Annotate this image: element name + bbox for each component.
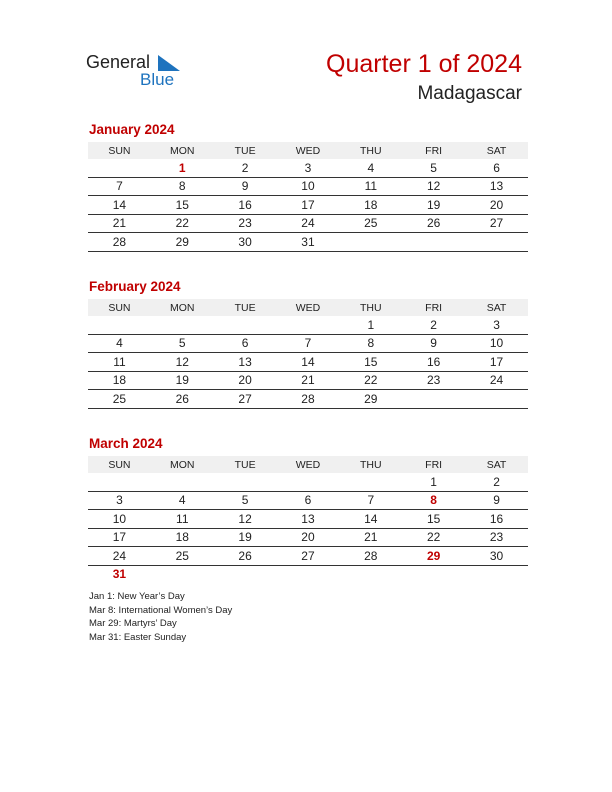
day-cell: 23 (465, 528, 528, 547)
holiday-note: Jan 1: New Year’s Day (89, 591, 185, 602)
week-row (88, 214, 528, 233)
weekday-header: TUE (214, 299, 277, 316)
day-cell: 14 (277, 353, 340, 372)
day-cell: 21 (339, 528, 402, 547)
day-cell: 12 (214, 510, 277, 529)
day-cell: 17 (277, 196, 340, 215)
day-cell: 26 (151, 390, 214, 409)
weekday-header: THU (339, 299, 402, 316)
day-cell (277, 473, 340, 491)
day-cell: 27 (277, 547, 340, 566)
weekday-header: WED (277, 456, 340, 473)
weekday-header: SUN (88, 299, 151, 316)
day-cell: 29 (151, 233, 214, 252)
day-cell: 13 (465, 177, 528, 196)
week-row (88, 371, 528, 390)
day-cell: 12 (402, 177, 465, 196)
week-row (88, 159, 528, 177)
day-cell: 14 (88, 196, 151, 215)
day-cell: 15 (339, 353, 402, 372)
day-cell: 20 (214, 371, 277, 390)
week-row-extra (88, 565, 528, 583)
day-cell: 16 (465, 510, 528, 529)
country-name: Madagascar (417, 83, 522, 104)
day-cell (402, 390, 465, 409)
day-cell: 11 (151, 510, 214, 529)
day-cell: 19 (151, 371, 214, 390)
day-cell: 23 (214, 214, 277, 233)
day-cell: 1 (339, 316, 402, 334)
day-cell: 15 (151, 196, 214, 215)
day-cell (151, 565, 214, 583)
day-cell: 4 (151, 491, 214, 510)
day-cell (465, 565, 528, 583)
weekday-header: SAT (465, 299, 528, 316)
day-cell: 18 (88, 371, 151, 390)
day-cell: 8 (402, 491, 465, 510)
day-cell: 27 (465, 214, 528, 233)
day-cell: 21 (277, 371, 340, 390)
day-cell (214, 473, 277, 491)
day-cell: 29 (402, 547, 465, 566)
weekday-header: MON (151, 299, 214, 316)
weekday-header: TUE (214, 456, 277, 473)
weekday-header: SUN (88, 456, 151, 473)
weekday-header: SAT (465, 456, 528, 473)
week-row (88, 233, 528, 252)
day-cell: 25 (151, 547, 214, 566)
weekday-header: FRI (402, 456, 465, 473)
day-cell (214, 316, 277, 334)
day-cell: 28 (339, 547, 402, 566)
generalblue-logo (86, 52, 186, 92)
weekday-header: SAT (465, 142, 528, 159)
day-cell: 26 (402, 214, 465, 233)
day-cell: 7 (277, 334, 340, 353)
day-cell: 24 (465, 371, 528, 390)
day-cell: 30 (214, 233, 277, 252)
day-cell: 12 (151, 353, 214, 372)
weekday-header: FRI (402, 299, 465, 316)
holiday-note: Mar 8: International Women’s Day (89, 604, 233, 616)
week-row (88, 510, 528, 529)
weekday-header: FRI (402, 142, 465, 159)
month-title: February 2024 (89, 279, 181, 294)
day-cell: 22 (339, 371, 402, 390)
day-cell: 3 (277, 159, 340, 177)
day-cell: 24 (277, 214, 340, 233)
day-cell: 31 (277, 233, 340, 252)
week-row (88, 353, 528, 372)
day-cell: 6 (277, 491, 340, 510)
day-cell: 5 (214, 491, 277, 510)
day-cell: 28 (88, 233, 151, 252)
day-cell: 8 (151, 177, 214, 196)
day-cell: 10 (465, 334, 528, 353)
day-cell (88, 316, 151, 334)
day-cell (465, 390, 528, 409)
weekday-header-row (88, 456, 528, 473)
day-cell: 22 (402, 528, 465, 547)
calendar-table (88, 142, 528, 252)
day-cell: 9 (402, 334, 465, 353)
logo-flag-icon (158, 55, 180, 71)
day-cell: 7 (339, 491, 402, 510)
month-february (88, 279, 528, 409)
day-cell: 3 (88, 491, 151, 510)
weekday-header: WED (277, 142, 340, 159)
day-cell (88, 473, 151, 491)
day-cell (402, 233, 465, 252)
day-cell: 5 (151, 334, 214, 353)
day-cell: 4 (339, 159, 402, 177)
week-row (88, 390, 528, 409)
day-cell: 9 (465, 491, 528, 510)
month-title: March 2024 (89, 436, 163, 451)
logo-text-blue: Blue (140, 70, 175, 89)
month-title: January 2024 (89, 122, 175, 137)
day-cell: 18 (339, 196, 402, 215)
calendar-table (88, 456, 528, 583)
day-cell: 20 (465, 196, 528, 215)
day-cell: 6 (214, 334, 277, 353)
day-cell: 9 (214, 177, 277, 196)
day-cell: 16 (402, 353, 465, 372)
day-cell: 22 (151, 214, 214, 233)
week-row (88, 491, 528, 510)
day-cell: 29 (339, 390, 402, 409)
logo-text-general: General (86, 52, 151, 72)
day-cell: 18 (151, 528, 214, 547)
week-row (88, 177, 528, 196)
day-cell: 2 (465, 473, 528, 491)
day-cell: 19 (214, 528, 277, 547)
day-cell: 11 (88, 353, 151, 372)
day-cell: 10 (88, 510, 151, 529)
day-cell: 31 (112, 567, 127, 582)
calendar-table (88, 299, 528, 409)
day-cell: 17 (465, 353, 528, 372)
day-cell (88, 159, 151, 177)
day-cell: 4 (88, 334, 151, 353)
day-cell: 13 (214, 353, 277, 372)
day-cell: 26 (214, 547, 277, 566)
weekday-header-row (88, 142, 528, 159)
day-cell (402, 565, 465, 583)
weekday-header: MON (151, 142, 214, 159)
day-cell: 25 (339, 214, 402, 233)
day-cell: 24 (88, 547, 151, 566)
day-cell: 28 (277, 390, 340, 409)
day-cell: 2 (214, 159, 277, 177)
day-cell (339, 233, 402, 252)
day-cell (151, 316, 214, 334)
day-cell: 1 (402, 473, 465, 491)
week-row (88, 473, 528, 491)
day-cell: 14 (339, 510, 402, 529)
day-cell: 17 (88, 528, 151, 547)
day-cell: 5 (402, 159, 465, 177)
day-cell: 2 (402, 316, 465, 334)
day-cell: 30 (465, 547, 528, 566)
week-row (88, 316, 528, 334)
holiday-notes (89, 590, 232, 644)
day-cell: 25 (88, 390, 151, 409)
day-cell: 23 (402, 371, 465, 390)
week-row (88, 334, 528, 353)
day-cell (214, 565, 277, 583)
holiday-note: Mar 31: Easter Sunday (89, 631, 187, 643)
day-cell: 27 (214, 390, 277, 409)
day-cell (339, 565, 402, 583)
month-january (88, 122, 528, 252)
day-cell: 3 (465, 316, 528, 334)
day-cell: 1 (151, 159, 214, 177)
day-cell: 19 (402, 196, 465, 215)
day-cell (339, 473, 402, 491)
day-cell: 13 (277, 510, 340, 529)
day-cell (277, 316, 340, 334)
day-cell: 15 (402, 510, 465, 529)
week-row (88, 528, 528, 547)
day-cell: 7 (88, 177, 151, 196)
week-row (88, 547, 528, 566)
weekday-header: TUE (214, 142, 277, 159)
weekday-header-row (88, 299, 528, 316)
page-title: Quarter 1 of 2024 (326, 50, 522, 78)
weekday-header: THU (339, 456, 402, 473)
day-cell: 16 (214, 196, 277, 215)
holiday-note: Mar 29: Martyrs’ Day (89, 618, 177, 629)
day-cell: 8 (339, 334, 402, 353)
day-cell (465, 233, 528, 252)
day-cell: 11 (339, 177, 402, 196)
day-cell: 21 (88, 214, 151, 233)
day-cell (277, 565, 340, 583)
day-cell: 20 (277, 528, 340, 547)
weekday-header: SUN (88, 142, 151, 159)
weekday-header: MON (151, 456, 214, 473)
week-row (88, 196, 528, 215)
day-cell (151, 473, 214, 491)
day-cell: 10 (277, 177, 340, 196)
weekday-header: WED (277, 299, 340, 316)
weekday-header: THU (339, 142, 402, 159)
day-cell: 6 (465, 159, 528, 177)
month-march (88, 436, 528, 583)
